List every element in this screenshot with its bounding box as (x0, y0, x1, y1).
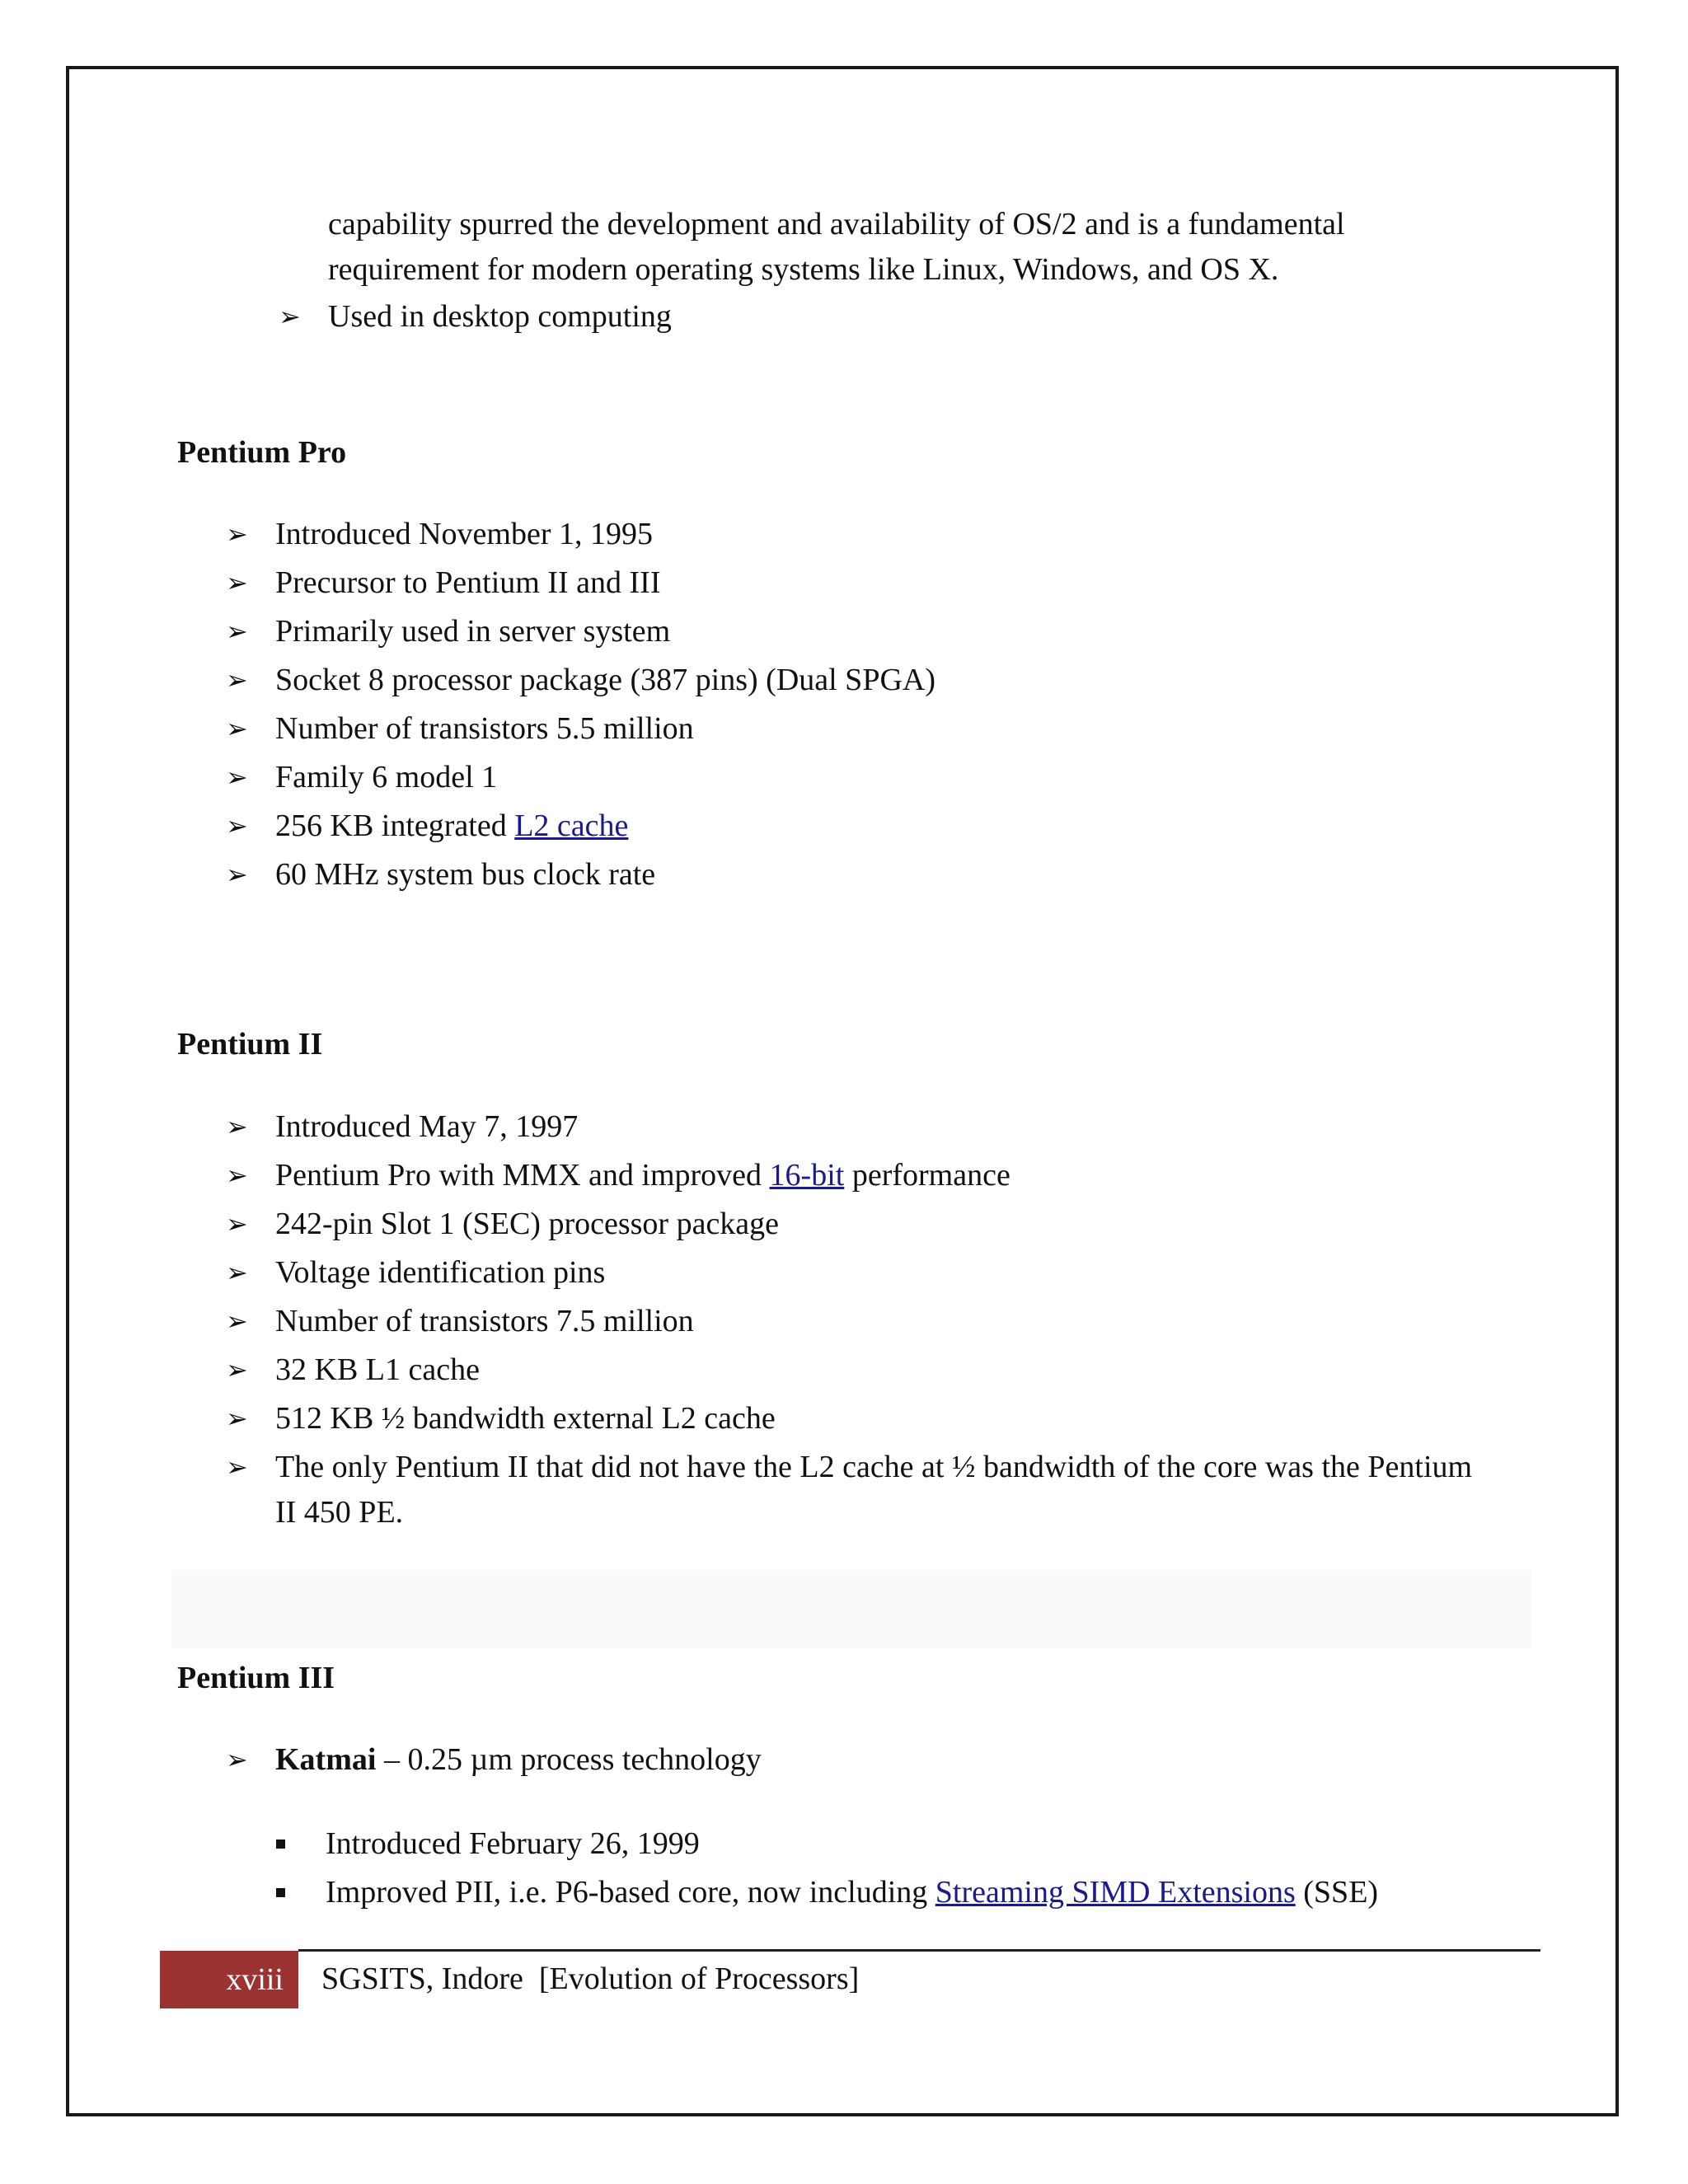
arrow-bullet-icon: ➢ (226, 616, 248, 647)
list-item-text: Voltage identification pins (275, 1255, 606, 1290)
list-item (226, 609, 1479, 658)
list-item-text: Improved PII, i.e. P6-based core, now including (326, 1875, 935, 1910)
list-item (226, 1202, 1479, 1250)
list-item-text: – 0.25 µm process technology (376, 1742, 762, 1777)
list-item-text: 242-pin Slot 1 (SEC) processor package (275, 1207, 780, 1241)
list-item-text-suffix: (SSE) (1295, 1875, 1379, 1910)
section-heading-pentium-pro: Pentium Pro (177, 435, 347, 470)
list-item-text: Used in desktop computing (328, 299, 672, 334)
arrow-bullet-icon: ➢ (226, 1451, 248, 1483)
list-item-text: Socket 8 processor package (387 pins) (Dual SPGA) (275, 663, 935, 697)
sub-list-item (276, 1821, 1512, 1870)
list-item (226, 706, 1479, 755)
list-item (226, 804, 1479, 852)
arrow-bullet-icon: ➢ (226, 664, 248, 696)
arrow-bullet-icon: ➢ (226, 1305, 248, 1337)
l2-cache-link[interactable]: L2 cache (514, 808, 629, 843)
list-item-text: Precursor to Pentium II and III (275, 565, 661, 600)
list-item-text: 512 KB ½ bandwidth external L2 cache (275, 1401, 776, 1436)
footer-page-number: xviii (160, 1951, 298, 2008)
list-item (226, 755, 1479, 804)
footer-text: SGSITS, Indore [Evolution of Processors] (321, 1961, 860, 1996)
arrow-bullet-icon: ➢ (226, 1354, 248, 1385)
list-item-text: The only Pentium II that did not have the L2 cache at ½ bandwidth of the core was the Pentium II 450 PE. (275, 1450, 1473, 1530)
section-heading-pentium-ii: Pentium II (177, 1027, 323, 1062)
continuation-line: capability spurred the development and availability of OS/2 and is a fundamental (328, 207, 1345, 241)
footer-rule (298, 1949, 1540, 1952)
list-item (226, 512, 1479, 560)
pentium-iii-list (226, 1737, 1479, 1786)
pentium-pro-list (226, 512, 1479, 901)
list-item-text: Introduced November 1, 1995 (275, 517, 653, 551)
list-item (226, 1737, 1479, 1786)
arrow-bullet-icon: ➢ (226, 810, 248, 841)
list-item-text: Pentium Pro with MMX and improved (275, 1158, 770, 1193)
square-bullet-icon (276, 1888, 285, 1897)
arrow-bullet-icon: ➢ (226, 713, 248, 744)
list-item-text: Primarily used in server system (275, 614, 671, 649)
arrow-bullet-icon: ➢ (226, 1744, 248, 1775)
intro-bullet-list (279, 294, 1531, 343)
arrow-bullet-icon: ➢ (226, 1160, 248, 1191)
pentium-ii-list (226, 1104, 1479, 1535)
list-item-text: 32 KB L1 cache (275, 1352, 480, 1387)
list-item (226, 1299, 1479, 1347)
list-item-text: Introduced February 26, 1999 (326, 1826, 700, 1861)
arrow-bullet-icon: ➢ (226, 1208, 248, 1240)
16-bit-link[interactable]: 16-bit (769, 1158, 845, 1193)
list-item-text: Number of transistors 5.5 million (275, 711, 694, 746)
arrow-bullet-icon: ➢ (226, 859, 248, 890)
list-item-text: Number of transistors 7.5 million (275, 1304, 694, 1338)
list-item (279, 294, 1531, 343)
arrow-bullet-icon: ➢ (279, 301, 301, 332)
list-item (226, 560, 1479, 609)
section-heading-pentium-iii: Pentium III (177, 1661, 335, 1695)
continuation-line: requirement for modern operating systems like Linux, Windows, and OS X. (328, 252, 1279, 287)
list-item (226, 1396, 1479, 1445)
arrow-bullet-icon: ➢ (226, 567, 248, 598)
list-item (226, 1153, 1479, 1202)
list-item (226, 1445, 1479, 1535)
list-item (226, 852, 1479, 901)
list-item-text: 256 KB integrated (275, 808, 515, 843)
list-item (226, 1250, 1479, 1299)
arrow-bullet-icon: ➢ (226, 518, 248, 550)
list-item (226, 658, 1479, 706)
arrow-bullet-icon: ➢ (226, 1257, 248, 1288)
arrow-bullet-icon: ➢ (226, 1111, 248, 1142)
arrow-bullet-icon: ➢ (226, 1403, 248, 1434)
list-item-text: 60 MHz system bus clock rate (275, 857, 656, 892)
katmai-label: Katmai (275, 1742, 377, 1777)
list-item-text-suffix: performance (844, 1158, 1010, 1193)
sub-list-item (276, 1870, 1512, 1919)
sse-link[interactable]: Streaming SIMD Extensions (935, 1875, 1296, 1910)
list-item (226, 1104, 1479, 1153)
list-item-text: Introduced May 7, 1997 (275, 1109, 579, 1144)
list-item-text: Family 6 model 1 (275, 760, 498, 794)
continuation-paragraph (328, 202, 1515, 293)
square-bullet-icon (276, 1840, 285, 1849)
katmai-sub-list (276, 1821, 1512, 1919)
list-item (226, 1347, 1479, 1396)
arrow-bullet-icon: ➢ (226, 762, 248, 793)
